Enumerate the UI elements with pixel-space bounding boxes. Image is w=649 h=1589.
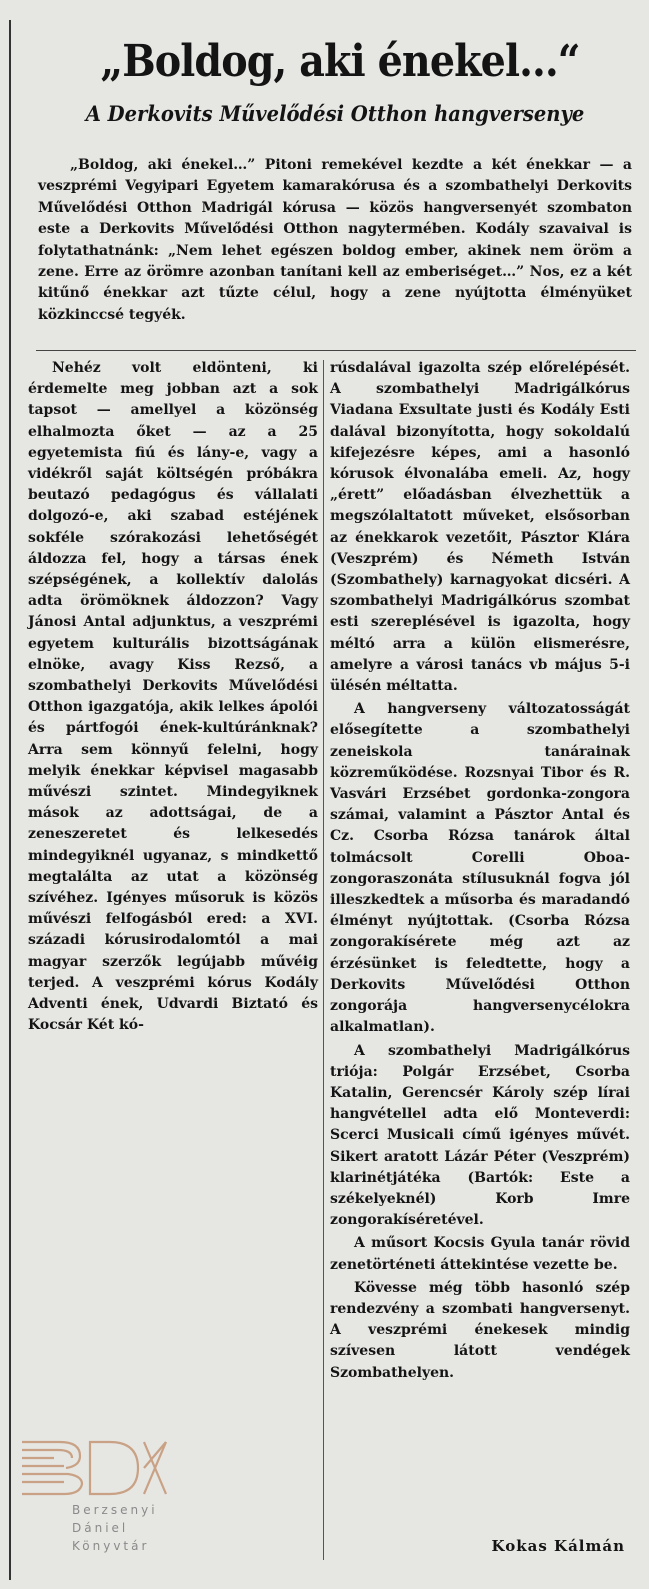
watermark-line: Dániel <box>72 1521 129 1535</box>
library-watermark <box>20 1430 190 1570</box>
right-paragraph: Kövesse még több hasonló szép rendezvény a szombati hangversenyt. A veszprémi énekesek mindig szívesen látott vendégek Szombathelyen. <box>330 1279 630 1381</box>
subheadline: A Derkovits Művelődési Otthon hangversenye <box>85 101 585 126</box>
library-logo-icon <box>20 1430 170 1500</box>
lead-paragraph: „Boldog, aki énekel…” Pitoni remekével kezdte a két énekkar — a veszprémi Vegyipari Egyetem kamarakórusa és a szombathelyi Derkovits Művelődési Otthon Madrigál kórusa — közös hangversenyét szombaton este a Derkovits Művelődési Otthon nagytermében. Kodály szavaival is folytathatnánk: „Nem lehet egészen boldog ember, akinek nem öröm a zene. Erre az örömre azonban tanítani kell az emberiséget…” Nos, ez a két kitűnő énekkar azt tűzte célul, hogy a zene nyújtotta élményüket közkinccsé tegyék. <box>38 157 632 323</box>
watermark-line: Berzsenyi <box>72 1503 158 1517</box>
right-paragraph: A szombathelyi Madrigálkórus triója: Polgár Erzsébet, Csorba Katalin, Gerencsér Károly szép lírai hangvétellel adta elő Monteverdi: Scerci Musicali című igényes művét. Sikert aratott Lázár Péter (Veszprém) klarinétjátéka (Bartók: Este a székelyeknél) Korb Imre zongorakíséretével. <box>330 1042 630 1229</box>
column-divider <box>323 360 324 1560</box>
right-paragraph: A műsort Kocsis Gyula tanár rövid zenetörténeti áttekintése vezette be. <box>330 1235 630 1273</box>
left-border-rule <box>9 20 11 1580</box>
author-signature: Kokas Kálmán <box>491 1537 625 1555</box>
right-column <box>330 358 630 1384</box>
left-column <box>28 358 318 1037</box>
lead-divider <box>36 350 636 351</box>
right-paragraph: A hangverseny változatosságát elősegítette a szombathelyi zeneiskola tanárainak közreműködése. Rozsnyai Tibor és R. Vasvári Erzsébet gordonka-zongora számai, valamint a Pásztor Antal és Cz. Csorba Rózsa tanárok által tolmácsolt Corelli Oboa-zongoraszonáta stílusuknál fogva jól illeszkedtek a műsorba és maradandó élményt nyújtottak. (Csorba Rózsa zongorakísérete még azt az érzésünket is feledtette, hogy a Derkovits Művelődési Otthon zongorája hangversenycélokra alkalmatlan). <box>330 701 630 1036</box>
right-paragraph: rúsdalával igazolta szép előrelépését. A szombathelyi Madrigálkórus Viadana Exsultate justi és Kodály Esti dalával bizonyította, hogy sokoldalú kifejezésre képes, ami a hasonló kórusok élvonalába emeli. Az, hogy „érett” előadásban élvezhettük a megszólaltatott műveket, elsősorban az énekkarok vezetőit, Pásztor Klára (Veszprém) és Németh István (Szombathely) karnagyokat dicséri. A szombathelyi Madrigálkórus szombat esti szereplésével is igazolta, hogy méltó arra a külön elismerésre, amelyre a városi tanács vb május 5-i ülésén méltatta. <box>330 360 630 695</box>
headline: „Boldog, aki énekel…“ <box>100 36 580 87</box>
watermark-line: Könyvtár <box>72 1539 150 1553</box>
left-paragraph: Nehéz volt eldönteni, ki érdemelte meg jobban azt a sok tapsot — amellyel a közönség elhalmozta őket — az a 25 egyetemista fiú és lány-e, vagy a vidékről saját költségén próbákra beutazó pedagógus és vállalati dolgozó-e, aki szabad estéjének sokféle szórakozási lehetőségét áldozza fel, hogy a társas ének szépségének, a kollektív dalolás adta örömöknek áldozzon? Vagy Jánosi Antal adjunktus, a veszprémi egyetem kulturális bizottságának elnöke, avagy Kiss Rezső, a szombathelyi Derkovits Művelődési Otthon igazgatója, akik lelkes ápolói és pártfogói ének-kultúránknak? Arra sem könnyű felelni, hogy melyik énekkar képvisel magasabb művészi szintet. Mindegyiknek mások az adottságai, de a zeneszeretet és lelkesedés mindegyiknél ugyanaz, s mindkettő megtalálta az utat a közönség szívéhez. Igényes műsoruk is közös művészi felfogásból ered: a XVI. századi kórusirodalomtól a mai magyar szerzők legújabb művéig terjed. A veszprémi kórus Kodály Adventi ének, Udvardi Biztató és Kocsár Két kó- <box>28 360 318 1034</box>
